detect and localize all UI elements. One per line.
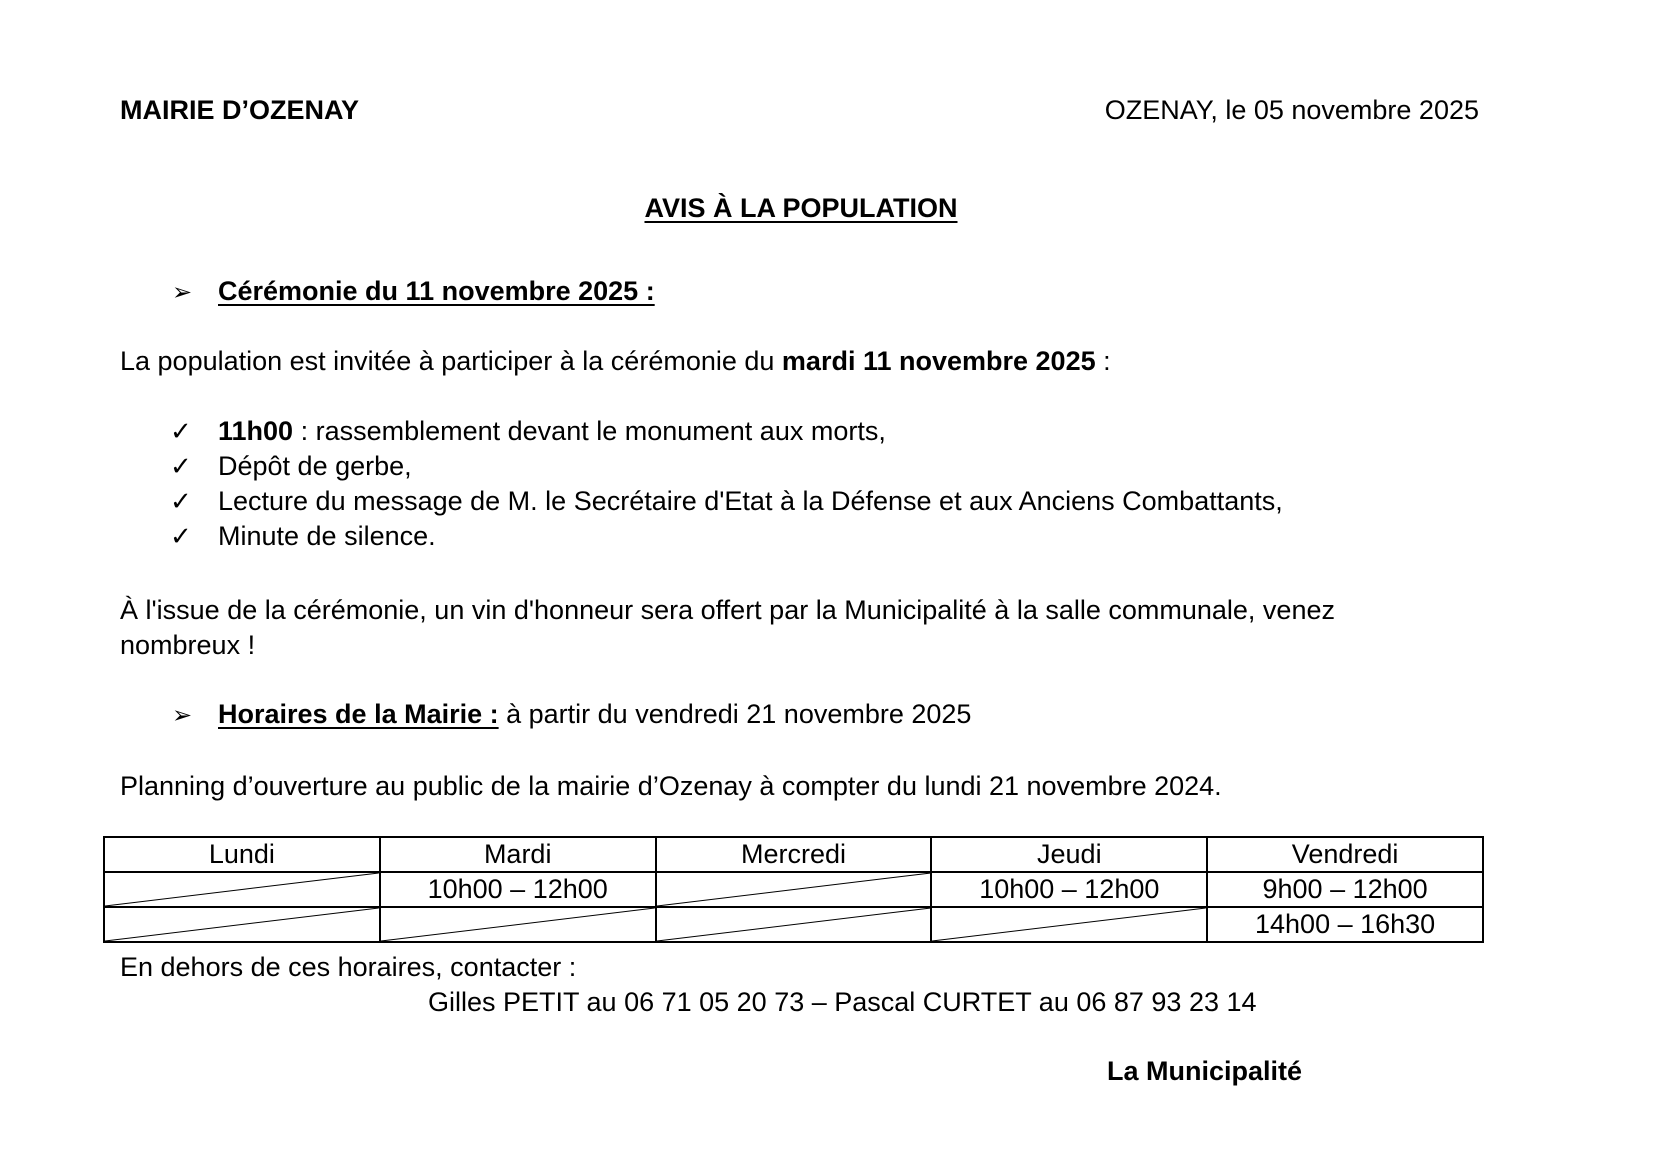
checklist-item: ✓ Dépôt de gerbe, — [170, 451, 412, 481]
section2-heading: Horaires de la Mairie : à partir du vendredi 21 novembre 2025 — [218, 699, 972, 729]
closed-cell — [656, 907, 932, 942]
planning-line: Planning d’ouverture au public de la mairie d’Ozenay à compter du lundi 21 novembre 2024. — [120, 771, 1222, 801]
closed-slash — [381, 908, 655, 941]
day-header: Lundi — [104, 837, 380, 872]
day-header: Vendredi — [1207, 837, 1483, 872]
closed-cell — [104, 907, 380, 942]
page-title: AVIS À LA POPULATION — [644, 193, 958, 223]
mairie-name: MAIRIE D’OZENAY — [120, 95, 360, 125]
section1-arrow-icon: ➢ — [172, 279, 193, 306]
day-header: Mardi — [380, 837, 656, 872]
table-row — [104, 907, 1483, 942]
closed-slash — [105, 873, 379, 906]
hours-cell: 14h00 – 16h30 — [1207, 907, 1483, 942]
closed-cell — [656, 872, 932, 907]
check-icon: ✓ — [170, 451, 192, 481]
closing-line-1: À l'issue de la cérémonie, un vin d'honneur sera offert par la Municipalité à la salle communale, venez — [120, 595, 1335, 625]
checklist — [170, 415, 1283, 555]
contact-intro: En dehors de ces horaires, contacter : — [120, 952, 577, 982]
section1-intro: La population est invitée à participer à la cérémonie du mardi 11 novembre 2025 : — [120, 346, 1111, 376]
closed-slash — [657, 908, 931, 941]
signature: La Municipalité — [1107, 1056, 1303, 1086]
section2-arrow-icon: ➢ — [172, 702, 193, 729]
contact-line: Gilles PETIT au 06 71 05 20 73 – Pascal CURTET au 06 87 93 23 14 — [428, 987, 1257, 1017]
hours-cell: 10h00 – 12h00 — [931, 872, 1207, 907]
closed-slash — [932, 908, 1206, 941]
table-row — [104, 872, 1483, 907]
check-icon: ✓ — [170, 521, 192, 551]
closed-slash — [105, 908, 379, 941]
day-header: Jeudi — [931, 837, 1207, 872]
check-icon: ✓ — [170, 486, 192, 516]
checklist-item: ✓ Lecture du message de M. le Secrétaire d'Etat à la Défense et aux Anciens Combattants, — [170, 486, 1283, 516]
date-line: OZENAY, le 05 novembre 2025 — [1104, 95, 1479, 125]
closed-cell — [931, 907, 1207, 942]
checklist-item: ✓ Minute de silence. — [170, 521, 436, 551]
section1-heading: Cérémonie du 11 novembre 2025 : — [218, 276, 655, 306]
closed-slash — [657, 873, 931, 906]
hours-cell: 10h00 – 12h00 — [380, 872, 656, 907]
day-header: Mercredi — [656, 837, 932, 872]
closed-cell — [104, 872, 380, 907]
closing-line-2: nombreux ! — [120, 630, 256, 660]
table-header-row — [104, 837, 1483, 872]
checklist-item: ✓ 11h00 : rassemblement devant le monument aux morts, — [170, 416, 886, 446]
closed-cell — [380, 907, 656, 942]
check-icon: ✓ — [170, 416, 192, 446]
schedule-table — [103, 836, 1484, 943]
hours-cell: 9h00 – 12h00 — [1207, 872, 1483, 907]
